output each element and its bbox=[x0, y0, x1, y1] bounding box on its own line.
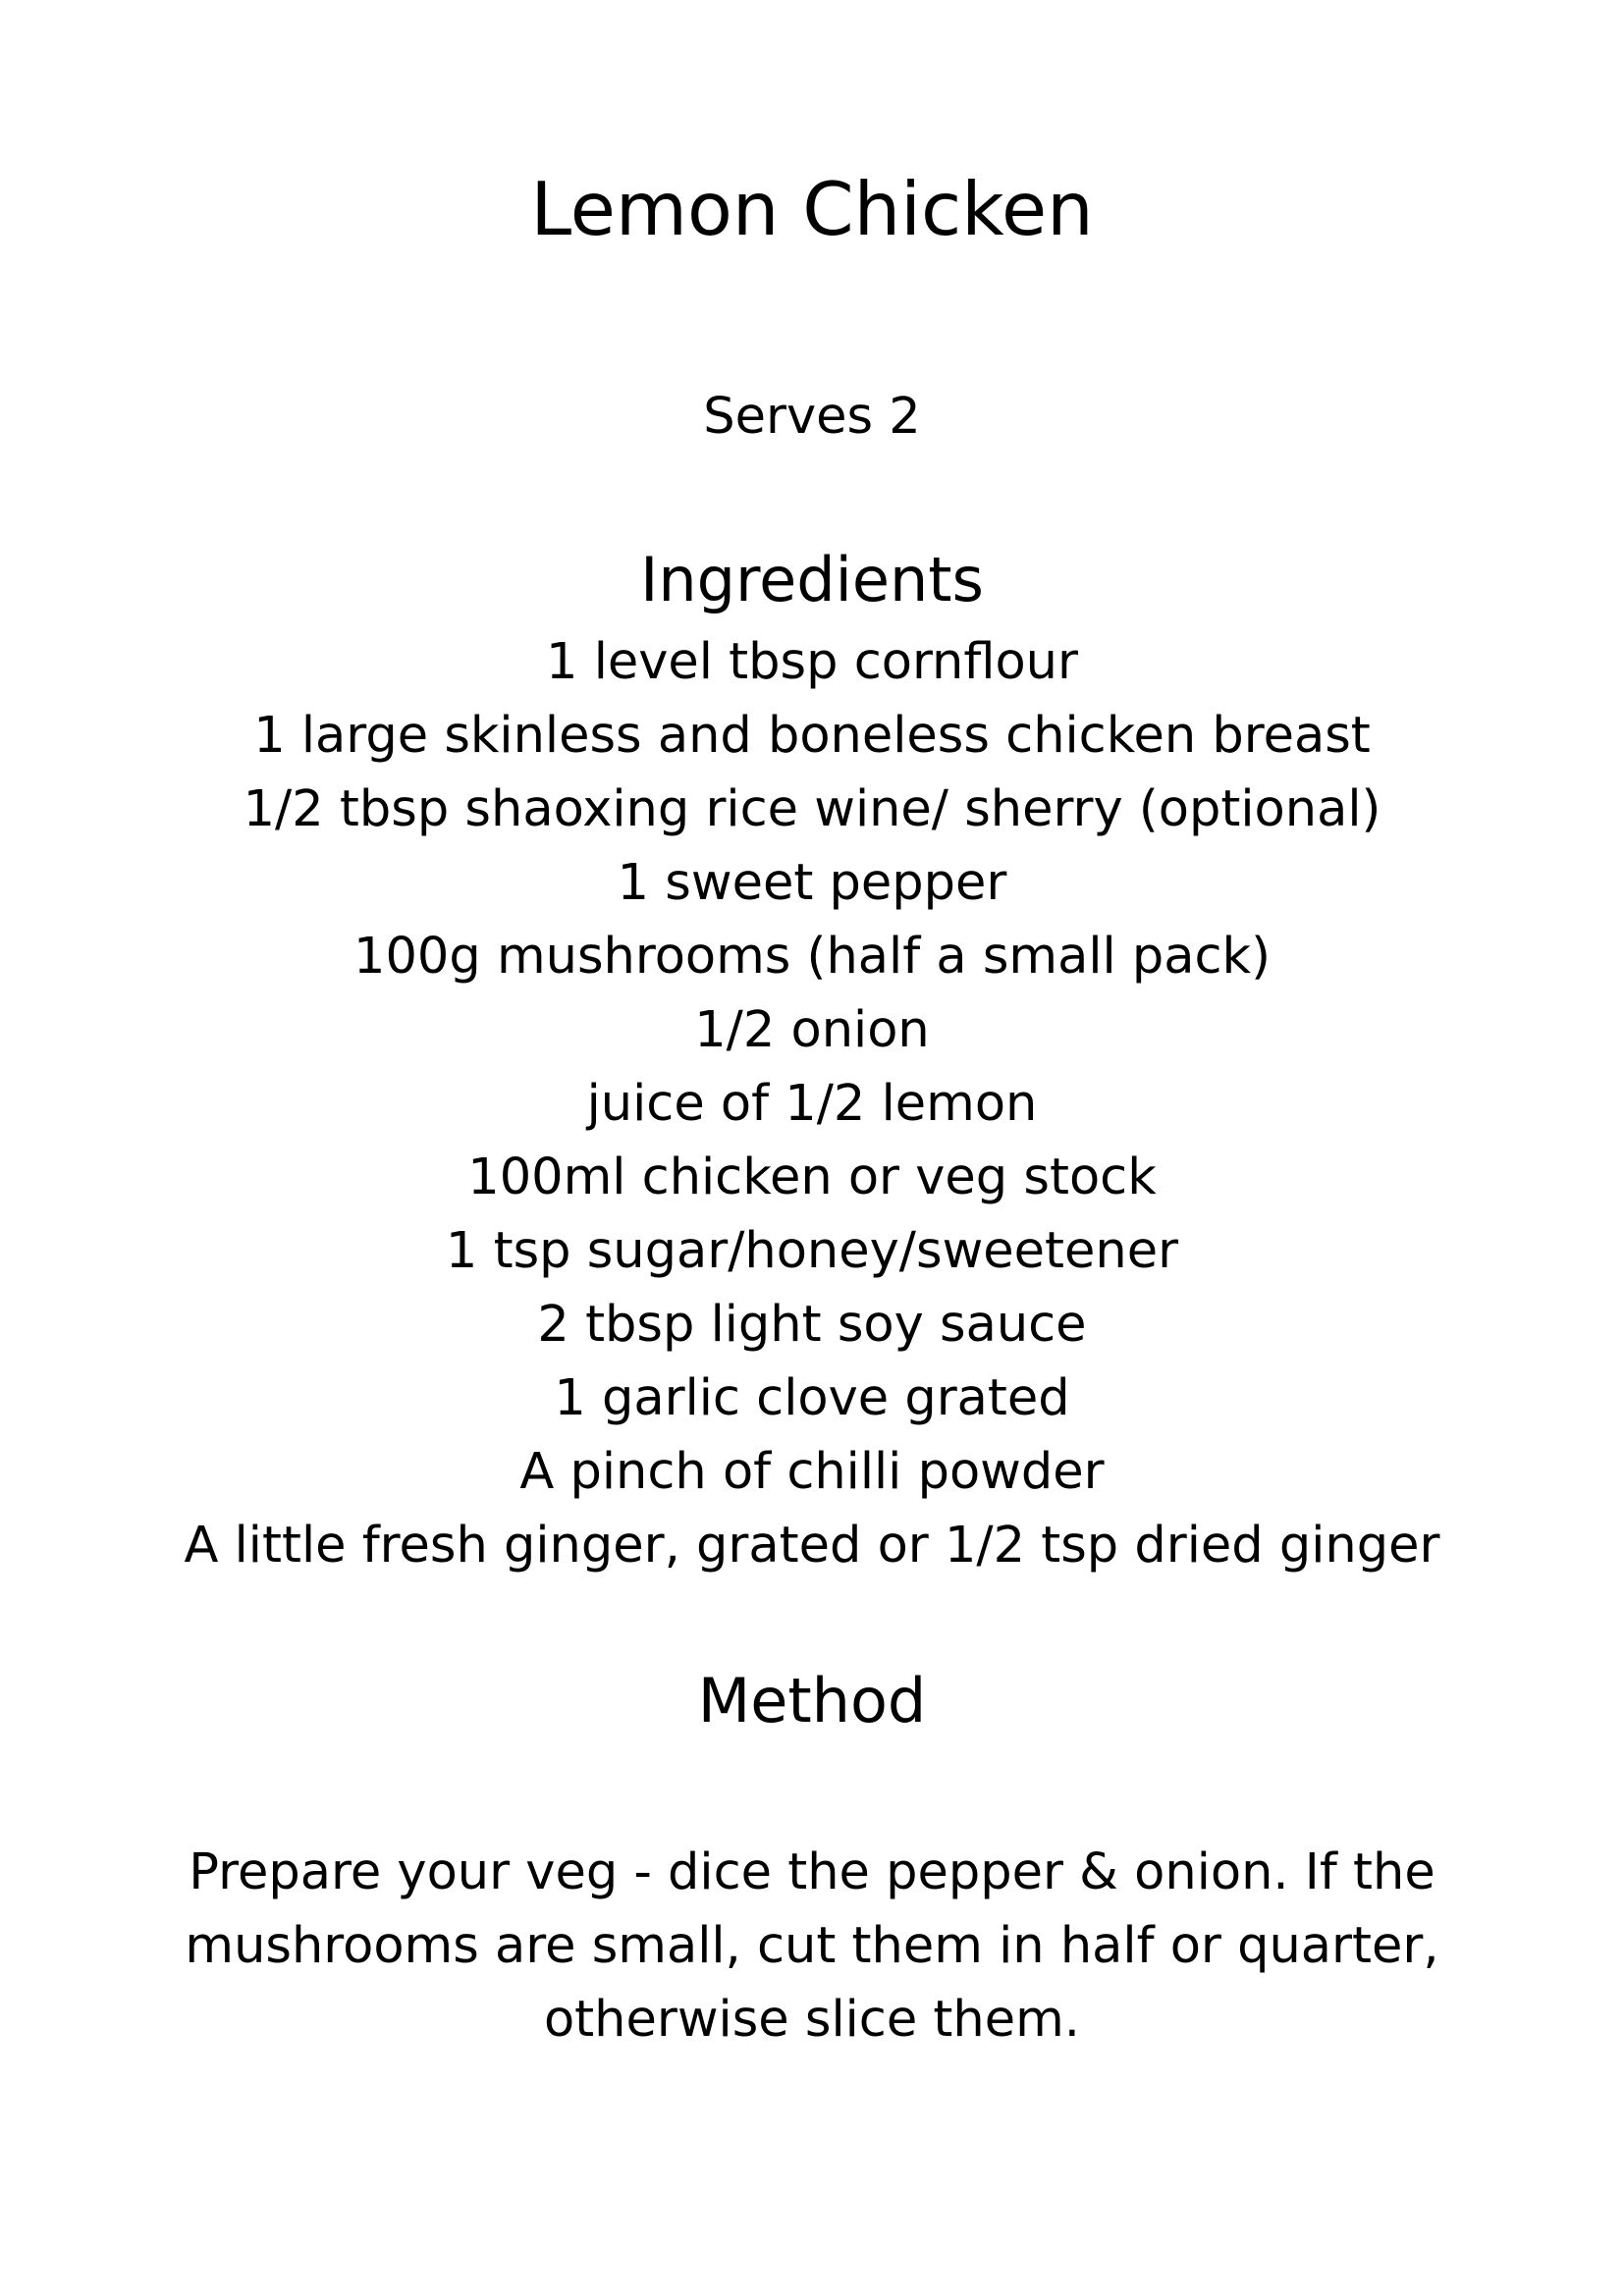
method-line: otherwise slice them. bbox=[543, 1991, 1081, 2049]
ingredient-item: 1 tsp sugar/honey/sweetener bbox=[445, 1222, 1179, 1280]
recipe-title: Lemon Chicken bbox=[530, 166, 1094, 252]
ingredients-heading: Ingredients bbox=[640, 544, 984, 615]
ingredient-item: A little fresh ginger, grated or 1/2 tsp dried ginger bbox=[184, 1517, 1440, 1575]
ingredient-item: 1/2 onion bbox=[694, 1001, 930, 1059]
method-line: mushrooms are small, cut them in half or quarter, bbox=[185, 1917, 1439, 1975]
ingredient-item: 100g mushrooms (half a small pack) bbox=[353, 928, 1271, 986]
ingredient-item: 1 large skinless and boneless chicken breast bbox=[253, 707, 1371, 765]
ingredient-item: A pinch of chilli powder bbox=[519, 1443, 1105, 1501]
ingredient-item: 1 sweet pepper bbox=[617, 854, 1007, 912]
ingredient-item: 100ml chicken or veg stock bbox=[467, 1148, 1157, 1206]
ingredient-item: 1/2 tbsp shaoxing rice wine/ sherry (optional) bbox=[243, 780, 1381, 838]
method-heading: Method bbox=[697, 1665, 927, 1736]
serves-count: Serves 2 bbox=[703, 388, 921, 446]
ingredient-item: 2 tbsp light soy sauce bbox=[537, 1296, 1087, 1354]
ingredient-item: 1 level tbsp cornflour bbox=[546, 633, 1078, 691]
ingredient-item: juice of 1/2 lemon bbox=[586, 1075, 1038, 1133]
ingredient-item: 1 garlic clove grated bbox=[554, 1369, 1070, 1427]
method-paragraph bbox=[0, 1836, 1624, 2056]
method-line: Prepare your veg - dice the pepper & onion. If the bbox=[189, 1843, 1435, 1901]
ingredients-list bbox=[0, 625, 1624, 1582]
